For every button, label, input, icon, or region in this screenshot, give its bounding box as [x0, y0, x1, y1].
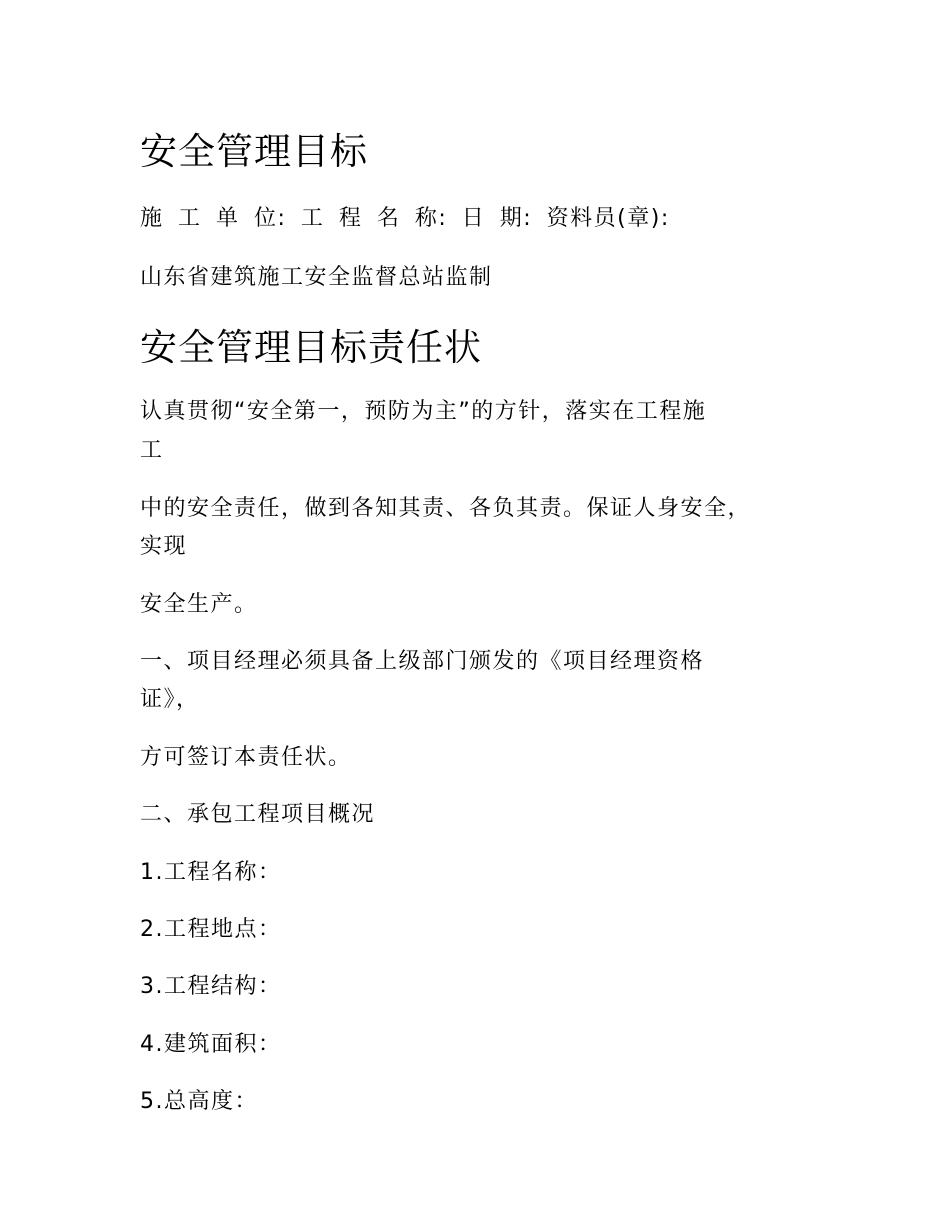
paragraph-1-line-1: 认真贯彻“安全第一，预防为主”的方针，落实在工程施 [140, 399, 707, 424]
field-project-location: 2.工程地点： [140, 917, 282, 942]
info-line: 施 工 单 位: 工 程 名 称: 日 期: 资料员(章): [140, 206, 670, 231]
paragraph-3: 安全生产。 [140, 592, 258, 617]
item-1-line-1: 一、项目经理必须具备上级部门颁发的《项目经理资格 [140, 649, 705, 674]
supervisor-line: 山东省建筑施工安全监督总站监制 [140, 265, 493, 290]
field-building-area: 4.建筑面积： [140, 1032, 282, 1057]
paragraph-1-line-2: 工 [140, 438, 164, 463]
heading-safety-target: 安全管理目标 [140, 130, 368, 173]
item-1-continuation: 方可签订本责任状。 [140, 745, 352, 770]
paragraph-2-line-1: 中的安全责任，做到各知其责、各负其责。保证人身安全， [140, 496, 752, 521]
item-2-heading: 二、承包工程项目概况 [140, 802, 376, 827]
heading-responsibility-letter: 安全管理目标责任状 [140, 326, 482, 369]
field-project-name: 1.工程名称： [140, 860, 282, 885]
item-1-line-2: 证》， [140, 687, 200, 712]
field-total-height: 5.总高度： [140, 1089, 258, 1114]
paragraph-2-line-2: 实现 [140, 534, 188, 559]
field-project-structure: 3.工程结构： [140, 974, 282, 999]
